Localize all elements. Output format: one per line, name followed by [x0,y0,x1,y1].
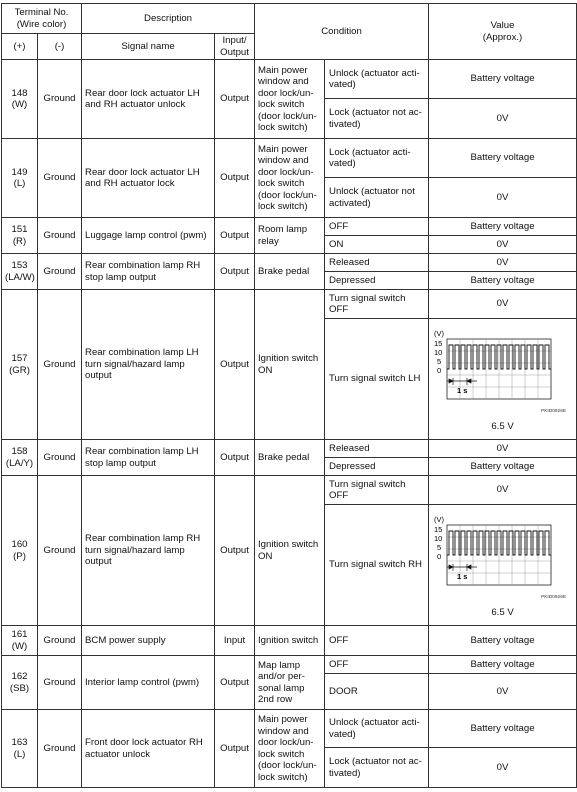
condition-cell: Ignition switch ON [255,476,325,626]
value-cell: 0V [429,254,577,272]
plus-header: (+) [2,34,38,60]
signal-cell: Rear combination lamp RH turn signal/hazard lamp output [82,476,215,626]
signal-cell: Rear door lock actuator LH and RH actuator unlock [82,60,215,139]
io-header: Input/ Output [215,34,255,60]
io-cell: Output [215,710,255,788]
terminal-table [1,3,577,788]
state-cell: OFF [325,218,429,236]
state-cell: Turn signal switch OFF [325,290,429,319]
waveform-tick: 10 [434,534,443,544]
value-cell: 0V [429,674,577,710]
waveform-tick: 0 [437,366,442,376]
io-cell: Output [215,656,255,710]
figure-code: PKID0926E [541,409,567,415]
io-cell: Output [215,440,255,476]
state-cell: Turn signal switch OFF [325,476,429,505]
waveform-unit: (V) [434,515,445,525]
terminal-cell: 149 (L) [2,139,38,218]
value-cell: 0V [429,440,577,458]
waveform-cell [429,319,577,440]
signal-cell: Luggage lamp control (pwm) [82,218,215,254]
state-cell: Turn signal switch LH [325,319,429,440]
waveform-chart-rh [433,513,573,605]
waveform-cell [429,505,577,626]
state-cell: Lock (actuator not ac-tivated) [325,99,429,139]
minus-header: (-) [38,34,82,60]
io-cell: Output [215,60,255,139]
value-cell: Battery voltage [429,139,577,178]
io-cell: Input [215,626,255,656]
value-cell: 0V [429,748,577,788]
io-cell: Output [215,290,255,440]
ground-cell: Ground [38,440,82,476]
condition-header: Condition [255,4,429,60]
signal-cell: Rear combination lamp RH stop lamp output [82,254,215,290]
time-label: 1 s [457,386,468,396]
ground-cell: Ground [38,60,82,139]
terminal-cell: 158 (LA/Y) [2,440,38,476]
ground-cell: Ground [38,626,82,656]
state-cell: Depressed [325,272,429,290]
state-cell: Lock (actuator not ac-tivated) [325,748,429,788]
state-cell: Lock (actuator acti-vated) [325,139,429,178]
ground-cell: Ground [38,254,82,290]
terminal-cell: 160 (P) [2,476,38,626]
value-cell: Battery voltage [429,626,577,656]
value-cell: Battery voltage [429,458,577,476]
terminal-cell: 163 (L) [2,710,38,788]
ground-cell: Ground [38,139,82,218]
io-cell: Output [215,254,255,290]
condition-cell: Map lamp and/or per-sonal lamp 2nd row [255,656,325,710]
value-cell: 0V [429,476,577,505]
state-cell: Released [325,440,429,458]
ground-cell: Ground [38,290,82,440]
condition-cell: Room lamp relay [255,218,325,254]
terminal-cell: 153 (LA/W) [2,254,38,290]
terminal-header: Terminal No. (Wire color) [2,4,82,34]
waveform-chart-lh [433,327,573,419]
state-cell: Turn signal switch RH [325,505,429,626]
state-cell: DOOR [325,674,429,710]
state-cell: Released [325,254,429,272]
signal-cell: BCM power supply [82,626,215,656]
signal-cell: Interior lamp control (pwm) [82,656,215,710]
ground-cell: Ground [38,656,82,710]
ground-cell: Ground [38,218,82,254]
condition-cell: Main power window and door lock/un-lock switch (door lock/un-lock switch) [255,60,325,139]
figure-code: PKID0926E [541,595,567,601]
condition-cell: Ignition switch ON [255,290,325,440]
waveform-tick: 5 [437,543,442,553]
description-header: Description [82,4,255,34]
terminal-cell: 161 (W) [2,626,38,656]
terminal-cell: 148 (W) [2,60,38,139]
state-cell: ON [325,236,429,254]
state-cell: Unlock (actuator acti-vated) [325,60,429,99]
waveform-tick: 5 [437,357,442,367]
value-cell: Battery voltage [429,218,577,236]
terminal-cell: 151 (R) [2,218,38,254]
value-cell: Battery voltage [429,656,577,674]
signal-name-header: Signal name [82,34,215,60]
io-cell: Output [215,476,255,626]
waveform-tick: 0 [437,552,442,562]
state-cell: Depressed [325,458,429,476]
value-cell: 0V [429,236,577,254]
signal-cell: Front door lock actuator RH actuator unlock [82,710,215,788]
waveform-tick: 10 [434,348,443,358]
value-cell: 6.5 V [491,421,514,433]
time-marker [447,564,477,571]
value-cell: Battery voltage [429,710,577,748]
condition-cell: Brake pedal [255,254,325,290]
ground-cell: Ground [38,710,82,788]
ground-cell: Ground [38,476,82,626]
terminal-cell: 162 (SB) [2,656,38,710]
value-cell: 6.5 V [491,607,514,619]
condition-cell: Ignition switch [255,626,325,656]
terminal-cell: 157 (GR) [2,290,38,440]
value-cell: 0V [429,99,577,139]
time-label: 1 s [457,572,468,582]
io-cell: Output [215,139,255,218]
condition-cell: Main power window and door lock/un-lock switch (door lock/un-lock switch) [255,710,325,788]
value-cell: 0V [429,178,577,218]
signal-cell: Rear door lock actuator LH and RH actuator lock [82,139,215,218]
value-cell: 0V [429,290,577,319]
state-cell: OFF [325,656,429,674]
time-marker [447,378,477,385]
waveform-unit: (V) [434,329,445,339]
condition-cell: Brake pedal [255,440,325,476]
waveform-tick: 15 [434,339,443,349]
value-cell: Battery voltage [429,60,577,99]
value-cell: Battery voltage [429,272,577,290]
io-cell: Output [215,218,255,254]
value-header: Value (Approx.) [429,4,577,60]
state-cell: OFF [325,626,429,656]
signal-cell: Rear combination lamp LH stop lamp output [82,440,215,476]
waveform-tick: 15 [434,525,443,535]
signal-cell: Rear combination lamp LH turn signal/hazard lamp output [82,290,215,440]
state-cell: Unlock (actuator acti-vated) [325,710,429,748]
condition-cell: Main power window and door lock/un-lock switch (door lock/un-lock switch) [255,139,325,218]
state-cell: Unlock (actuator not activated) [325,178,429,218]
